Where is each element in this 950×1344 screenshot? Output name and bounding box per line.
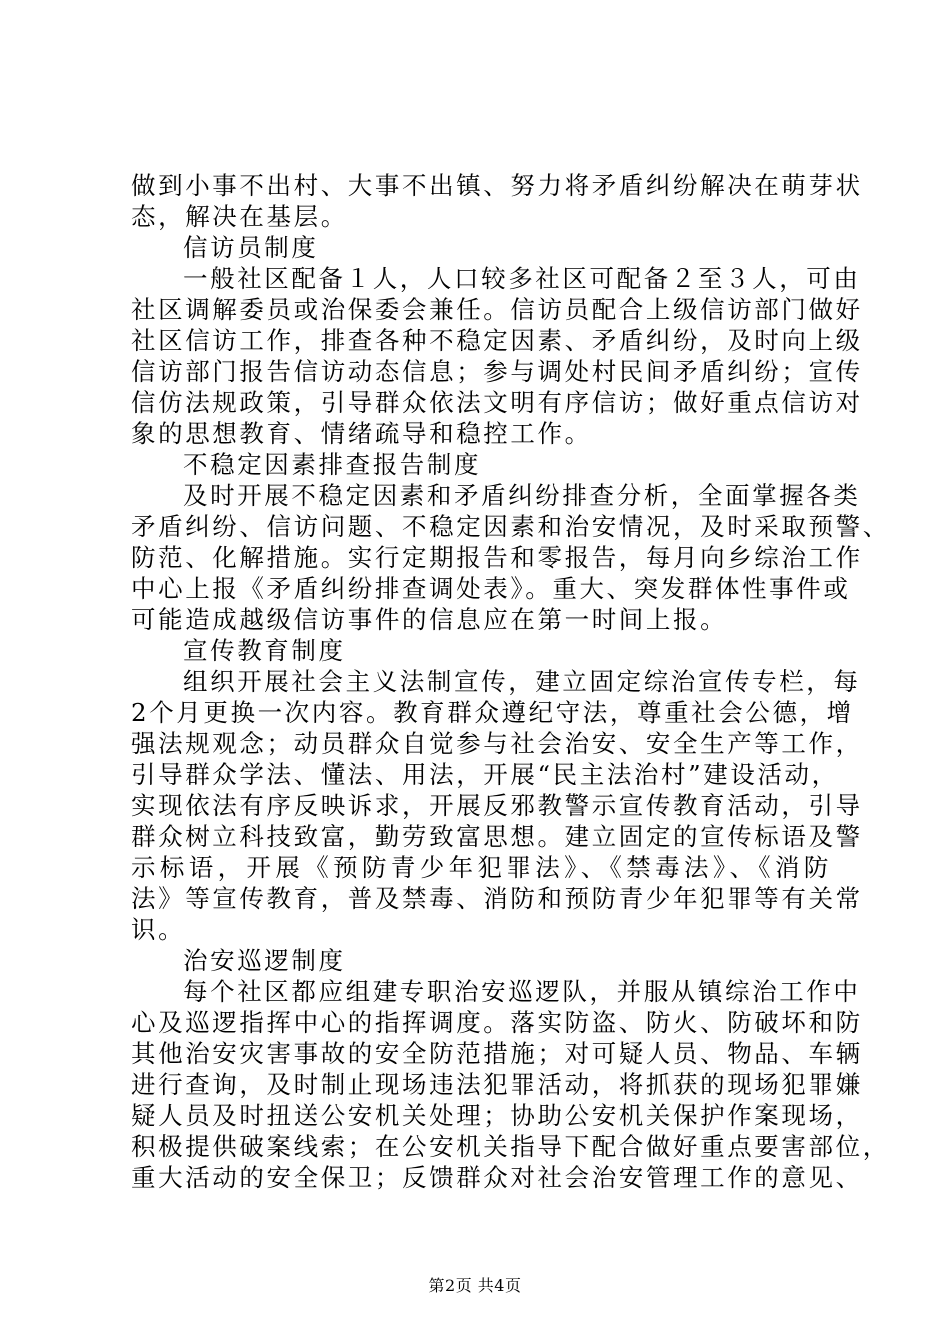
section-heading-instability-report: 不稳定因素排查报告制度 (183, 450, 482, 479)
paragraph (131, 976, 890, 1193)
paragraph (131, 666, 863, 945)
text-line: 心及巡逻指挥中心的指挥调度。落实防盗、防火、防破坏和防 (131, 1008, 863, 1037)
text-line: 态，解决在基层。 (131, 202, 348, 231)
text-line: 引导群众学法、懂法、用法，开展“民主法治村”建设活动， (131, 760, 839, 789)
text-line: 可能造成越级信访事件的信息应在第一时间上报。 (131, 605, 728, 634)
paragraph (131, 263, 863, 449)
text-line: 每个社区都应组建专职治安巡逻队，并服从镇综治工作中 (183, 977, 861, 1006)
section-heading-security-patrol: 治安巡逻制度 (183, 946, 346, 975)
text-line: 矛盾纠纷、信访问题、不稳定因素和治安情况，及时采取预警、 (131, 512, 890, 541)
text-line: 做到小事不出村、大事不出镇、努力将矛盾纠纷解决在萌芽状 (131, 171, 863, 200)
text-line: 进行查询，及时制止现场违法犯罪活动，将抓获的现场犯罪嫌 (131, 1070, 863, 1099)
text-line: 象的思想教育、情绪疏导和稳控工作。 (131, 419, 592, 448)
text-line: 防范、化解措施。实行定期报告和零报告，每月向乡综治工作 (131, 543, 863, 572)
text-line: 积极提供破案线索；在公安机关指导下配合做好重点要害部位， (131, 1132, 890, 1161)
text-line: 法》等宣传教育，普及禁毒、消防和预防青少年犯罪等有关常 (131, 884, 863, 913)
text-line: 社区调解委员或治保委会兼任。信访员配合上级信访部门做好 (131, 295, 863, 324)
text-line: 强法规观念；动员群众自觉参与社会治安、安全生产等工作， (131, 729, 863, 758)
text-line: 2个月更换一次内容。教育群众遵纪守法，尊重社会公德，增 (131, 698, 854, 727)
text-line: 其他治安灾害事故的安全防范措施；对可疑人员、物品、车辆 (131, 1039, 863, 1068)
text-line: 信访部门报告信访动态信息；参与调处村民间矛盾纠纷；宣传 (131, 357, 863, 386)
text-line: 疑人员及时扭送公安机关处理；协助公安机关保护作案现场， (131, 1101, 863, 1130)
text-line: 示标语，开展《预防青少年犯罪法》、《禁毒法》、《消防 (131, 853, 831, 882)
text-line: 一般社区配备１人，人口较多社区可配备２至３人，可由 (183, 264, 861, 293)
text-line: 组织开展社会主义法制宣传，建立固定综治宣传专栏，每 (183, 667, 861, 696)
section-heading-petition-officer: 信访员制度 (183, 233, 319, 262)
text-line: 信仿法规政策，引导群众依法文明有序信访；做好重点信访对 (131, 388, 863, 417)
text-line: 社区信访工作，排查各种不稳定因素、矛盾纠纷，及时向上级 (131, 326, 863, 355)
text-line: 及时开展不稳定因素和矛盾纠纷排查分析，全面掌握各类 (183, 481, 861, 510)
text-line: 重大活动的安全保卫；反馈群众对社会治安管理工作的意见、 (131, 1163, 863, 1192)
text-line: 识。 (131, 915, 186, 944)
document-body (131, 170, 890, 1193)
text-line: 中心上报《矛盾纠纷排查调处表》。重大、突发群体性事件或 (131, 574, 851, 603)
page-number: 第2页 共4页 (428, 1276, 522, 1295)
paragraph (131, 170, 863, 232)
text-line: 实现依法有序反映诉求，开展反邪教警示宣传教育活动，引导 (131, 791, 863, 820)
paragraph (131, 480, 890, 635)
section-heading-publicity-education: 宣传教育制度 (183, 636, 346, 665)
text-line: 群众树立科技致富，勤劳致富思想。建立固定的宣传标语及警 (131, 822, 863, 851)
